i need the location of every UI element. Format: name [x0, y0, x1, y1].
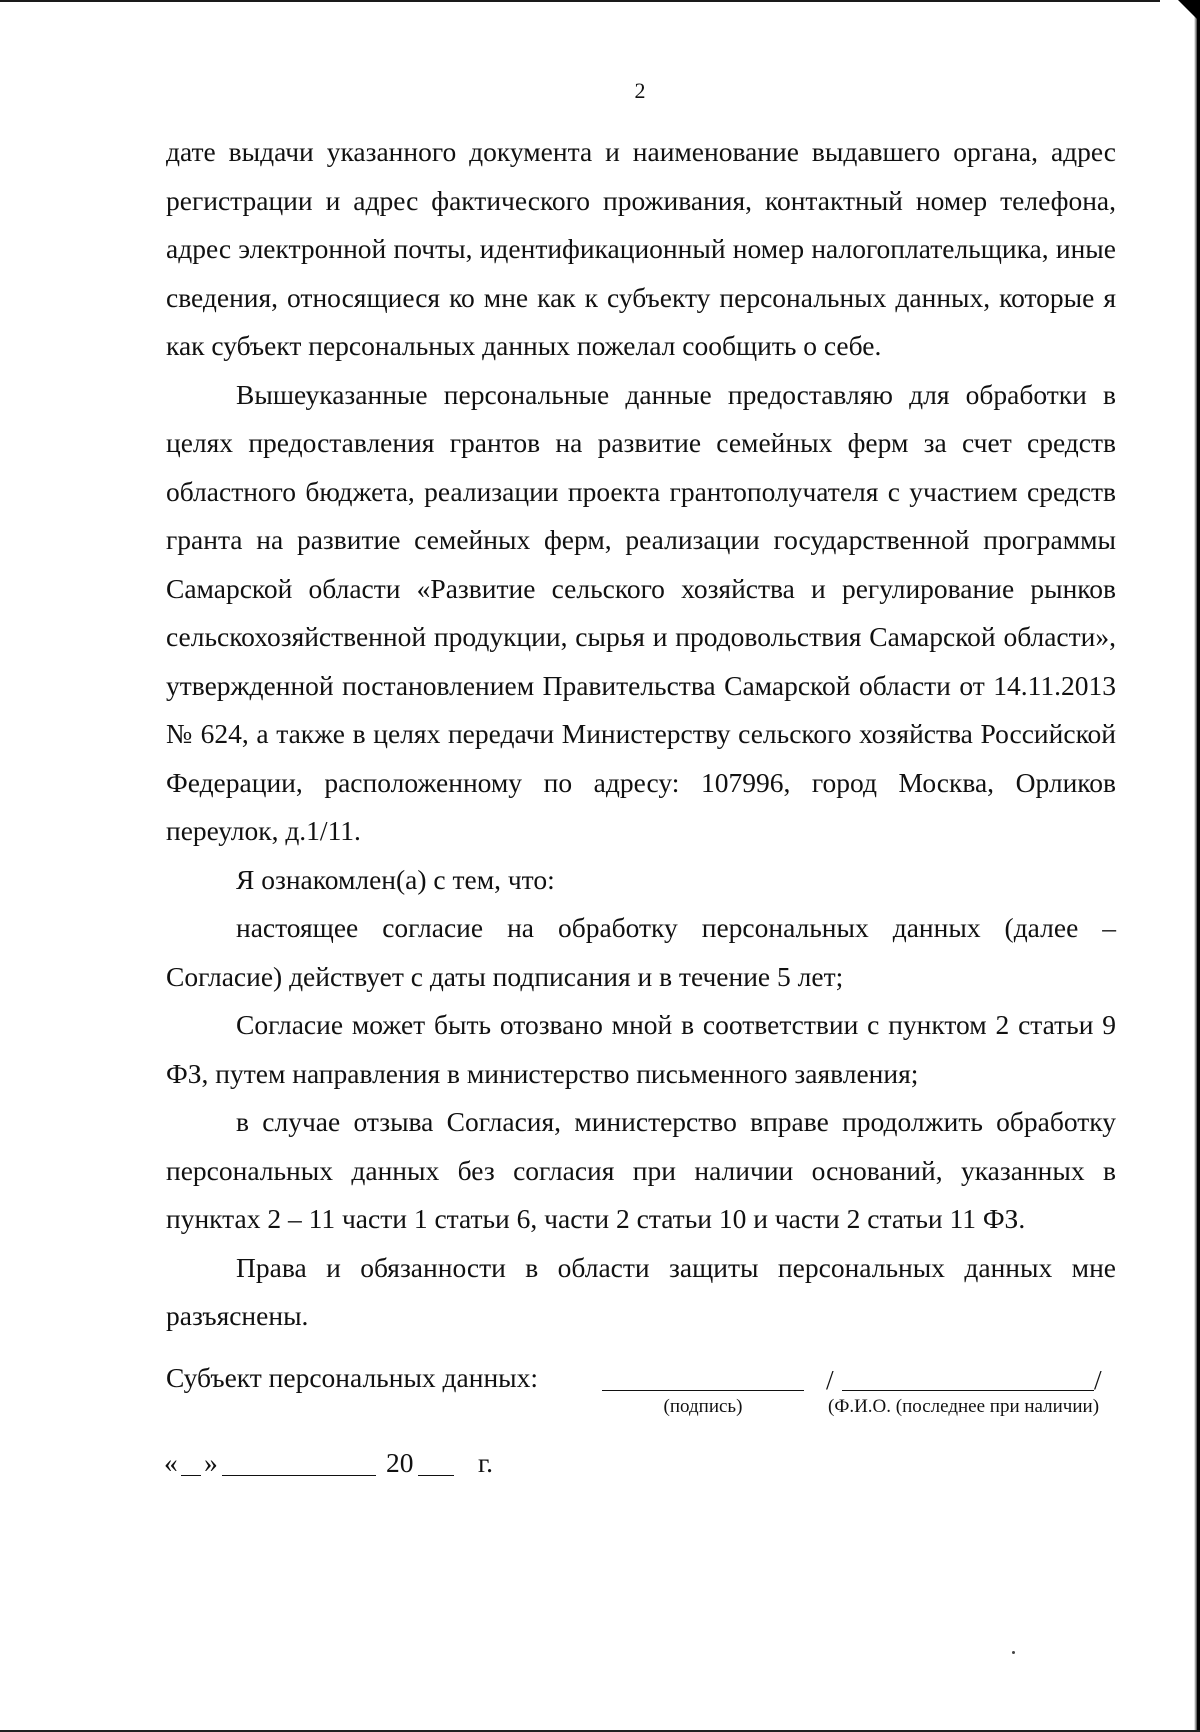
year-suffix: г. [478, 1447, 494, 1478]
paragraph-acknowledgement: Я ознакомлен(а) с тем, что: [236, 863, 555, 895]
paragraph-personal-data-list: дате выдачи указанного документа и наименование выдавшего органа, адрес регистрации и адрес фактического проживания, контактный номер телефона, адрес электронной почты, идентификационный номер налогоплательщика, иные сведения, относящиеся ко мне как к субъекту персональных данных, которые я как субъект персональных данных пожелал сообщить о себе. [166, 136, 1116, 361]
paragraph-revocation-consequences: в случае отзыва Согласия, министерство вправе продолжить обработку персональных данных без согласия при наличии оснований, указанных в пунктах 2 – 11 части 1 статьи 6, части 2 статьи 10 и части 2 статьи 11 ФЗ. [166, 1106, 1116, 1234]
name-slash-right: / [1094, 1364, 1102, 1395]
document-body [166, 128, 1116, 1341]
paragraph-processing-purpose: Вышеуказанные персональные данные предоставляю для обработки в целях предоставления грантов на развитие семейных ферм за счет средств областного бюджета, реализации проекта грантополучателя с участием средств гранта на развитие семейных ферм, реализации государственной программы Самарской области «Развитие сельского хозяйства и регулирование рынков сельскохозяйственной продукции, сырья и продовольствия Самарской области», утвержденной постановлением Правительства Самарской области от 14.11.2013 № 624, а также в целях передачи Министерству сельского хозяйства Российской Федерации, расположенному по адресу: 107996, город Москва, Орликов переулок, д.1/11. [166, 378, 1116, 846]
day-field[interactable] [181, 1475, 201, 1476]
month-field[interactable] [222, 1475, 376, 1476]
page-number: 2 [634, 78, 646, 103]
scan-edge-top [0, 0, 1160, 2]
scan-edge-right [1194, 0, 1200, 1732]
signature-field[interactable] [602, 1390, 804, 1391]
date-open-quote: « [164, 1447, 178, 1478]
date-line [164, 1443, 564, 1487]
signature-label: Субъект персональных данных: [166, 1362, 539, 1393]
signature-caption: (подпись) [663, 1396, 743, 1417]
signature-block [166, 1358, 1116, 1418]
paragraph-consent-revocation: Согласие может быть отозвано мной в соответствии с пунктом 2 статьи 9 ФЗ, путем направления в министерство письменного заявления; [166, 1009, 1116, 1089]
full-name-field[interactable] [842, 1390, 1094, 1391]
date-close-quote: » [204, 1447, 218, 1478]
scan-speck [1012, 1651, 1015, 1654]
paragraph-consent-validity: настоящее согласие на обработку персональных данных (далее – Согласие) действует с даты подписания и в течение 5 лет; [166, 912, 1116, 992]
year-field[interactable] [418, 1475, 454, 1476]
year-prefix: 20 [386, 1447, 414, 1478]
full-name-caption: (Ф.И.О. (последнее при наличии) [828, 1396, 1100, 1417]
paragraph-rights-explained: Права и обязанности в области защиты персональных данных мне разъяснены. [166, 1251, 1116, 1331]
name-slash-left: / [826, 1364, 834, 1395]
